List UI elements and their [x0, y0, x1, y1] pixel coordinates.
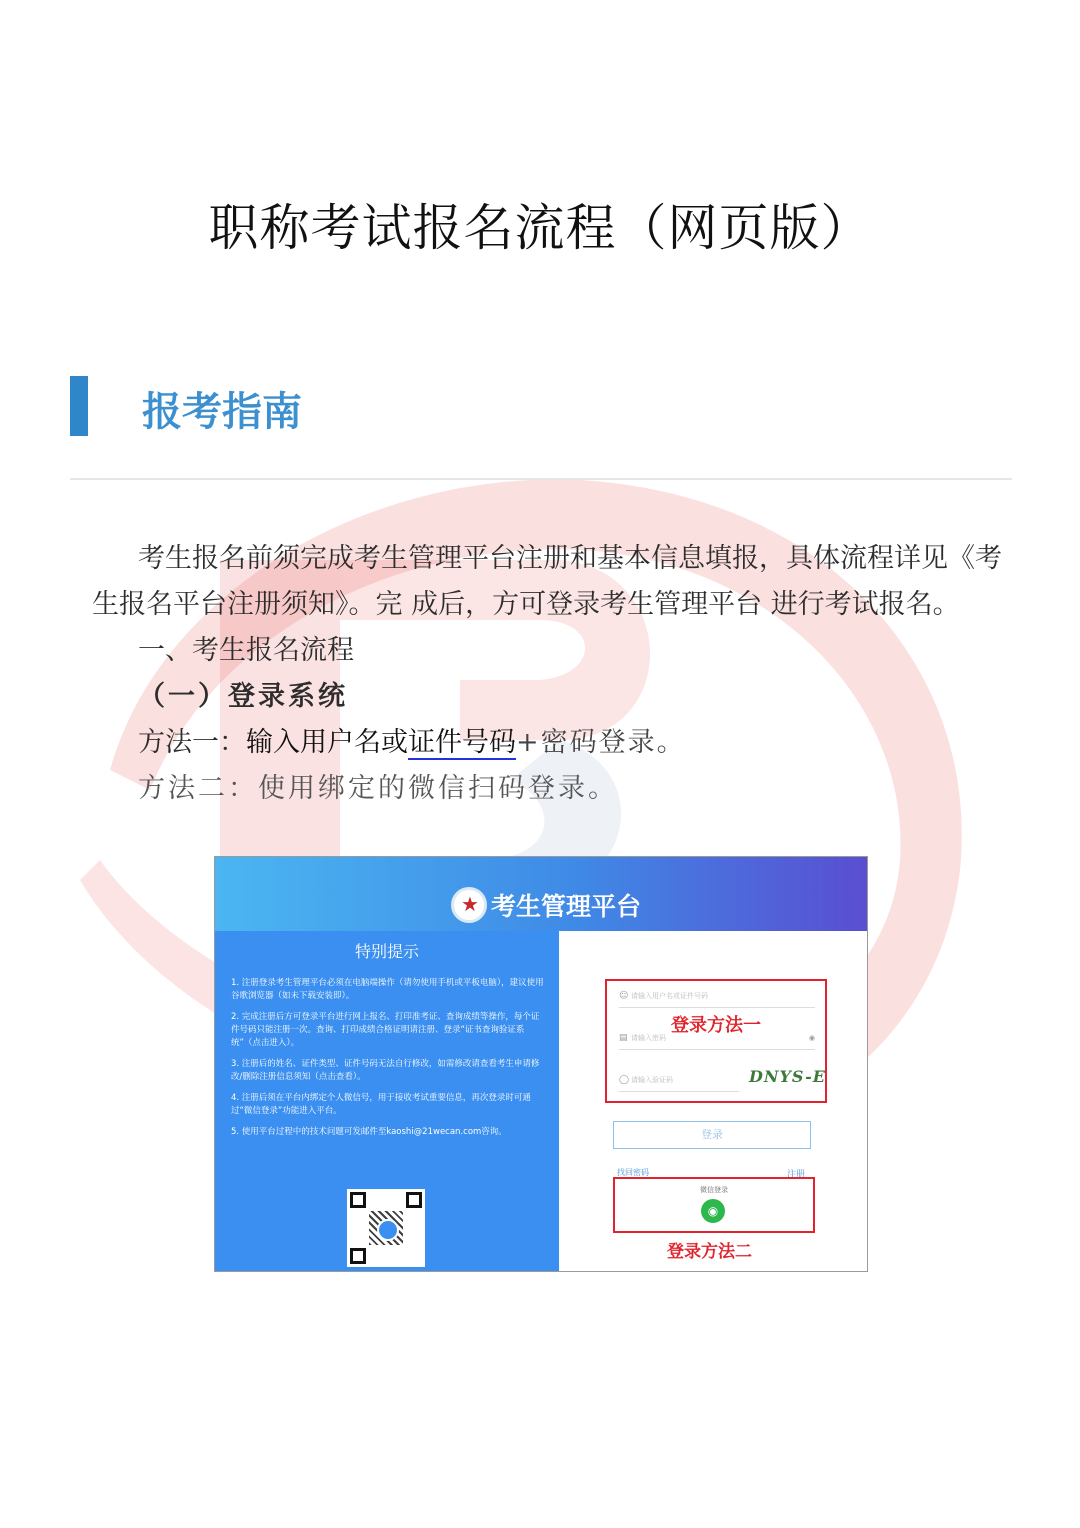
eye-icon[interactable]: ◉ [808, 1034, 815, 1042]
article-body [92, 536, 1012, 812]
intro-paragraph: 考生报名前须完成考生管理平台注册和基本信息填报，具体流程详见《考生报名平台注册须知》。完 成后，方可登录考生管理平台 进行考试报名。 [92, 543, 1002, 620]
sub-heading: （一）登录系统 [138, 681, 348, 712]
forgot-password-link[interactable]: 找回密码 [617, 1168, 649, 1177]
notice-item: 2. 完成注册后方可登录平台进行网上报名、打印准考证、查询成绩等操作，每个证件号码只能注册一次。查询、打印成绩合格证明请注册、登录“证书查询验证系统”（点击进入）。 [231, 1012, 540, 1048]
method-one-line [138, 720, 1012, 766]
lock-icon: ▤ [619, 1033, 628, 1043]
notice-item: 4. 注册后须在平台内绑定个人微信号，用于接收考试重要信息，再次登录时可通过“微信登录”功能进入平台。 [231, 1093, 531, 1116]
shield-icon: ◯ [619, 1075, 630, 1085]
method-two-line: 方法二：使用绑定的微信扫码登录。 [138, 773, 618, 804]
login-button[interactable]: 登录 [613, 1121, 811, 1149]
notice-item: 3. 注册后的姓名、证件类型、证件号码无法自行修改，如需修改请查看考生申请修改/删除注册信息须知（点击查看）。 [231, 1059, 540, 1082]
qr-code [347, 1189, 425, 1267]
wechat-login-label: 微信登录 [700, 1186, 728, 1194]
method-one-text: 输入用户名或 [246, 727, 408, 758]
user-icon: ☺ [619, 991, 629, 1001]
method-two-label: 登录方法二 [667, 1242, 752, 1262]
notice-item: 5. 使用平台过程中的技术问题可发邮件至kaoshi@21wecan.com咨询。 [231, 1127, 507, 1137]
platform-title: 考生管理平台 [491, 892, 642, 921]
register-link[interactable]: 注册 [787, 1170, 806, 1180]
method-two-highlight [613, 1177, 815, 1233]
username-field[interactable]: ☺ 请输入用户名或证件号码 [619, 985, 815, 1008]
emblem-icon [451, 887, 487, 923]
method-one-highlight [605, 979, 827, 1103]
method-one-label: 登录方法一 [671, 1015, 761, 1036]
step-heading: 一、考生报名流程 [138, 635, 354, 666]
notice-panel [215, 931, 559, 1271]
section-title: 报考指南 [142, 389, 302, 435]
notice-list [231, 977, 547, 1147]
captcha-image[interactable]: DNYS-E [749, 1067, 826, 1086]
login-panel [559, 931, 867, 1271]
platform-header [215, 857, 867, 931]
login-screenshot [214, 856, 868, 1272]
method-one-tail: +密码登录。 [516, 727, 686, 758]
section-accent-bar [70, 376, 88, 436]
method-one-prefix: 方法一： [138, 727, 246, 758]
wechat-icon[interactable]: ◉ [701, 1199, 725, 1223]
method-one-underlined: 证件号码 [408, 727, 516, 758]
notice-item: 1. 注册登录考生管理平台必须在电脑端操作（请勿使用手机或平板电脑），建议使用谷歌浏览器（如未下载安装即）。 [231, 978, 544, 1001]
captcha-field[interactable]: ◯ 请输入验证码 [619, 1069, 739, 1092]
section-divider [70, 478, 1012, 480]
notice-title: 特别提示 [354, 942, 419, 961]
password-field[interactable]: ▤ 请输入密码 ◉ [619, 1027, 815, 1050]
page-title: 职称考试报名流程（网页版） [208, 199, 872, 257]
